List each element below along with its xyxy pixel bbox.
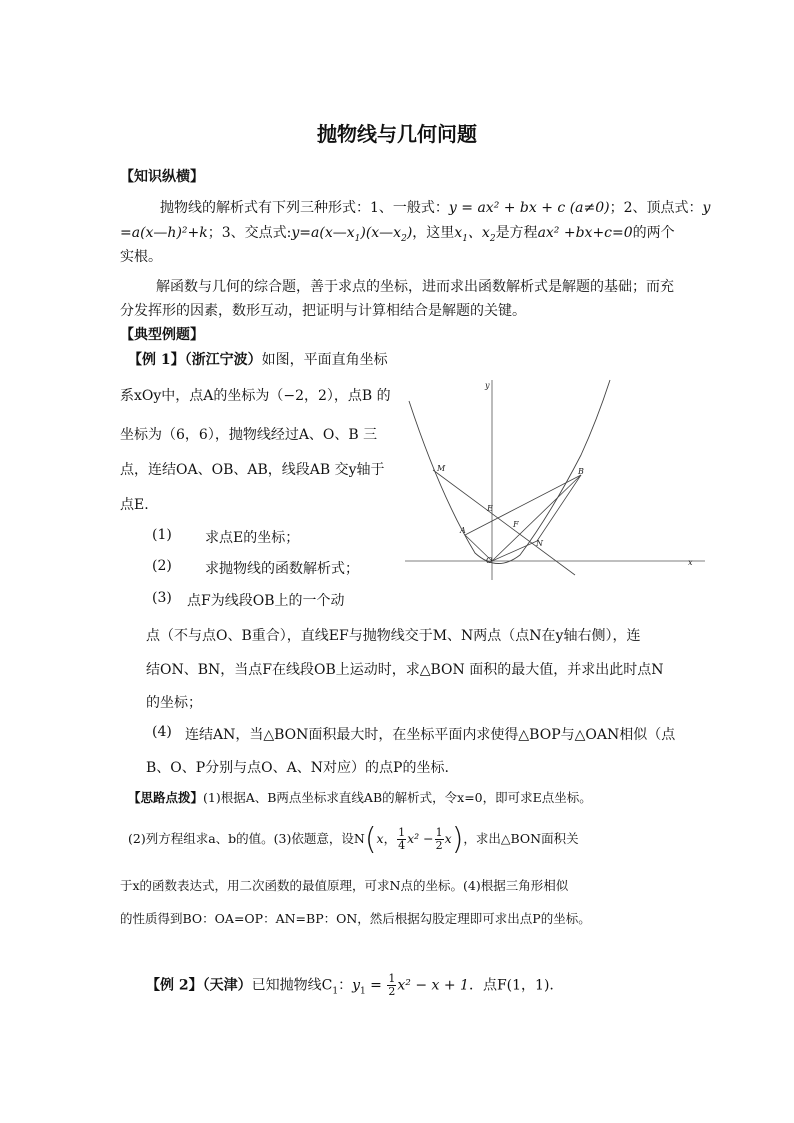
example2-y-sub: 1 xyxy=(360,986,366,997)
label-N: N xyxy=(536,539,543,548)
hint-line3: 于x的函数表达式，用二次函数的最值原理，可求N点的坐标。(4)根据三角形相似 xyxy=(120,878,569,893)
para1-line2-l: 的两个 xyxy=(632,225,675,241)
intercept-form-b: )(x—x xyxy=(360,225,402,241)
q4-line1: 连结AN，当△BON面积最大时，在坐标平面内求使得△BOP与△OAN相似（点 xyxy=(185,727,676,743)
sub1: 1 xyxy=(354,233,361,244)
para1-line2-c: ；3、交点式: xyxy=(207,225,292,241)
label-y: y xyxy=(485,381,490,390)
hint-line1 xyxy=(128,788,592,806)
line-OB xyxy=(492,475,581,561)
example2-text-c: ．点F(1，1). xyxy=(468,977,554,994)
para1-line2-g: ，这里 xyxy=(412,225,455,241)
para1-line1-text-b: ；2、顶点式： xyxy=(609,200,703,216)
line-EF xyxy=(433,470,575,575)
page-title: 抛物线与几何问题 xyxy=(317,122,477,146)
line-ON xyxy=(492,541,537,561)
line-BN xyxy=(537,475,581,541)
hint-comma: ， xyxy=(383,831,397,846)
fraction-half xyxy=(435,827,444,852)
label-M: M xyxy=(437,464,446,473)
q3-line1: 点F为线段OB上的一个动 xyxy=(187,593,345,609)
example2-formula: x² − x + 1 xyxy=(397,977,469,994)
hint-x2: x² − xyxy=(407,831,434,846)
example2-text-b: ： xyxy=(338,977,353,994)
label-F: F xyxy=(513,520,519,529)
intercept-form-a: y=a(x—x xyxy=(291,225,355,241)
label-O: O xyxy=(486,556,493,565)
q4-line2: B、O、P分别与点O、A、N对应）的点P的坐标. xyxy=(146,760,449,776)
frac1-den: 4 xyxy=(398,839,406,852)
example2-line xyxy=(146,973,554,998)
q3-line2: 点（不与点O、B重合），直线EF与抛物线交于M、N两点（点N在y轴右侧），连 xyxy=(146,628,641,644)
example1-line5: 点E. xyxy=(120,497,149,513)
x2-var: 、x xyxy=(467,225,490,241)
example1-line1 xyxy=(128,349,388,369)
sub4: 2 xyxy=(489,233,496,244)
q3-line4: 的坐标； xyxy=(146,695,202,711)
frac1-num: 1 xyxy=(398,826,406,839)
para1-y: y xyxy=(702,200,711,216)
para1-line2-j: 是方程 xyxy=(495,225,538,241)
hint-line2-end: ，求出△BON面积关 xyxy=(463,831,579,846)
example1-line4: 点，连结OA、OB、AB，线段AB 交y轴于 xyxy=(120,462,385,478)
line-AB xyxy=(465,475,581,535)
vertex-form-a: =a(x—h)² xyxy=(120,225,188,241)
general-form-formula: y = ax² + bx + c (a≠0) xyxy=(448,200,610,216)
para1-line2 xyxy=(120,222,675,244)
example1-label: 【例 1】（浙江宁波） xyxy=(128,352,262,368)
example2-fraction xyxy=(387,973,396,998)
label-A: A xyxy=(460,526,466,535)
hint-x: x xyxy=(376,831,384,846)
q1-text: 求点E的坐标； xyxy=(205,530,300,546)
x1-var: x xyxy=(454,225,463,241)
q2-number: (2) xyxy=(152,558,172,574)
q2-text: 求抛物线的函数解析式； xyxy=(205,561,359,577)
label-B: B xyxy=(578,467,584,476)
label-E: E xyxy=(487,504,493,513)
section-knowledge: 【知识纵横】 xyxy=(120,169,204,185)
example2-eq: = xyxy=(365,977,387,994)
example2-label: 【例 2】（天津） xyxy=(146,977,252,994)
label-x: x xyxy=(688,558,693,567)
para1-line3: 实根。 xyxy=(120,249,162,265)
fraction-quarter xyxy=(397,827,406,852)
para2-line1: 解函数与几何的综合题，善于求点的坐标，进而求出函数解析式是解题的基础；而充 xyxy=(156,279,674,295)
frac2-den: 2 xyxy=(435,839,443,852)
close-paren: ) xyxy=(451,822,464,857)
hint-line2 xyxy=(128,822,579,857)
sub2: 2 xyxy=(401,233,407,244)
example1-line2: 系xOy中，点A的坐标为（−2，2），点B 的 xyxy=(120,388,391,404)
hint-line1-text: (1)根据A、B两点坐标求直线AB的解析式，令x=0，即可求E点坐标。 xyxy=(203,790,592,805)
parabola-figure xyxy=(405,375,705,585)
hint-line4: 的性质得到BO：OA=OP：AN=BP：ON，然后根据勾股定理即可求出点P的坐标。 xyxy=(120,911,591,926)
vertex-form-b: +k xyxy=(187,225,208,241)
hint-line2-text: (2)列方程组求a、b的值。(3)依题意，设N xyxy=(128,831,365,846)
example2-frac-den: 2 xyxy=(388,985,396,998)
example2-y: y xyxy=(352,977,360,994)
para2-line2: 分发挥形的因素，数形互动，把证明与计算相结合是解题的关键。 xyxy=(120,303,526,319)
para1-line1 xyxy=(160,197,710,217)
intercept-form-c: ) xyxy=(406,225,413,241)
q4-number: (4) xyxy=(152,724,172,740)
open-paren: ( xyxy=(364,822,377,857)
hint-label: 【思路点拨】 xyxy=(128,790,204,805)
q3-number: (3) xyxy=(152,590,172,606)
equation: ax² +bx+c=0 xyxy=(537,225,633,241)
example1-line3: 坐标为（6，6），抛物线经过A、O、B 三 xyxy=(120,427,378,443)
example1-line1-text: 如图，平面直角坐标 xyxy=(261,352,388,368)
example2-text-a: 已知抛物线C xyxy=(251,977,333,994)
q3-line3: 结ON、BN，当点F在线段OB上运动时，求△BON 面积的最大值，并求出此时点N xyxy=(146,662,664,678)
example2-frac-num: 1 xyxy=(388,972,396,985)
sub3: 1 xyxy=(462,233,468,244)
q1-number: (1) xyxy=(152,527,172,543)
frac2-num: 1 xyxy=(435,826,443,839)
section-examples: 【典型例题】 xyxy=(120,327,204,343)
para1-line1-text: 抛物线的解析式有下列三种形式：1、一般式： xyxy=(160,200,449,216)
example2-sub: 1 xyxy=(332,986,339,997)
hint-x3: x xyxy=(444,831,452,846)
